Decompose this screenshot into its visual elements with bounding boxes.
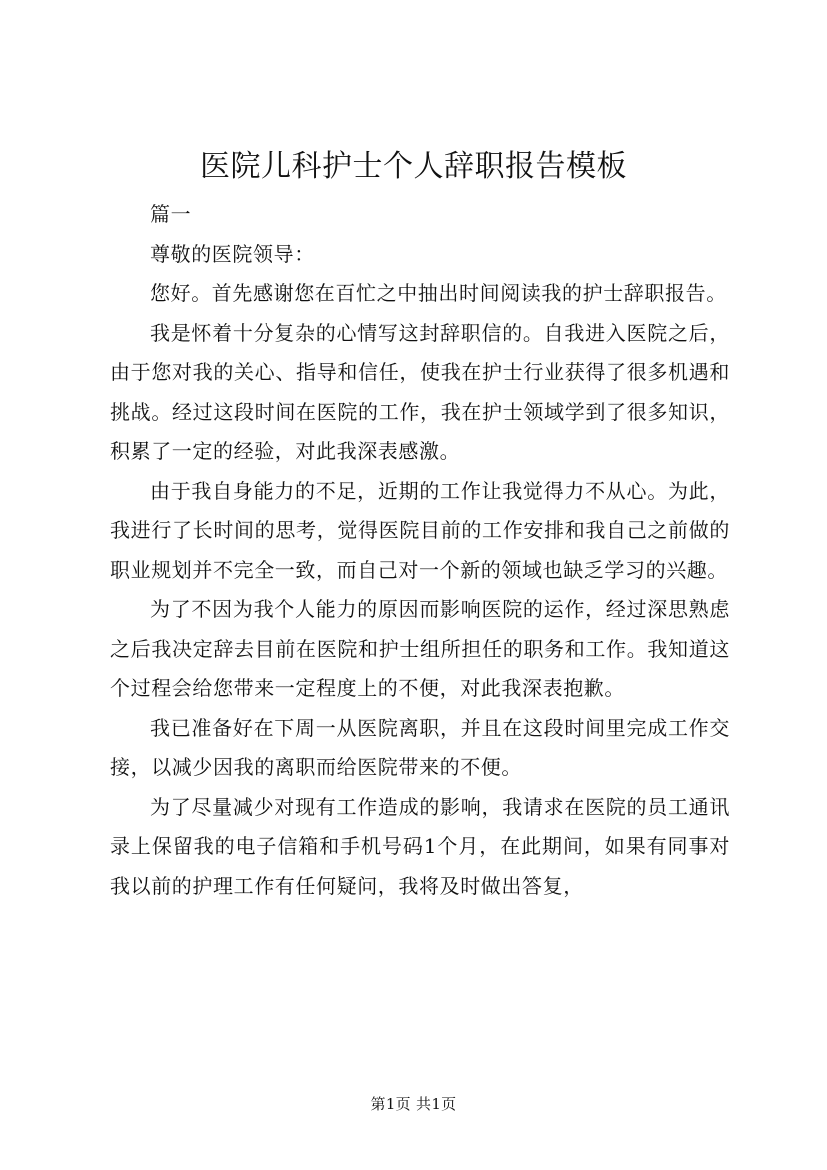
section-heading: 篇一 bbox=[150, 202, 192, 226]
document-title: 医院儿科护士个人辞职报告模板 bbox=[200, 149, 627, 184]
paragraph: 为了不因为我个人能力的原因而影响医院的运作，经过深思熟虑之后我决定辞去目前在医院和护士组所担任的职务和工作。我知道这个过程会给您带来一定程度上的不便，对此我深表抱歉。 bbox=[110, 597, 730, 700]
document-body bbox=[110, 195, 730, 906]
paragraph: 我是怀着十分复杂的心情写这封辞职信的。自我进入医院之后，由于您对我的关心、指导和信任，使我在护士行业获得了很多机遇和挑战。经过这段时间在医院的工作，我在护士领域学到了很多知识，积累了一定的经验，对此我深表感激。 bbox=[110, 320, 730, 463]
paragraph: 我已准备好在下周一从医院离职，并且在这段时间里完成工作交接，以减少因我的离职而给医院带来的不便。 bbox=[110, 715, 730, 779]
paragraph: 为了尽量减少对现有工作造成的影响，我请求在医院的员工通讯录上保留我的电子信箱和手机号码1个月，在此期间，如果有同事对我以前的护理工作有任何疑问，我将及时做出答复， bbox=[110, 794, 730, 898]
page-number-footer: 第1页 共1页 bbox=[370, 1095, 457, 1113]
paragraph: 由于我自身能力的不足，近期的工作让我觉得力不从心。为此，我进行了长时间的思考，觉得医院目前的工作安排和我自己之前做的职业规划并不完全一致，而自己对一个新的领域也缺乏学习的兴趣。 bbox=[110, 478, 730, 582]
salutation: 尊敬的医院领导： bbox=[150, 241, 315, 266]
paragraph: 您好。首先感谢您在百忙之中抽出时间阅读我的护士辞职报告。 bbox=[150, 281, 727, 305]
